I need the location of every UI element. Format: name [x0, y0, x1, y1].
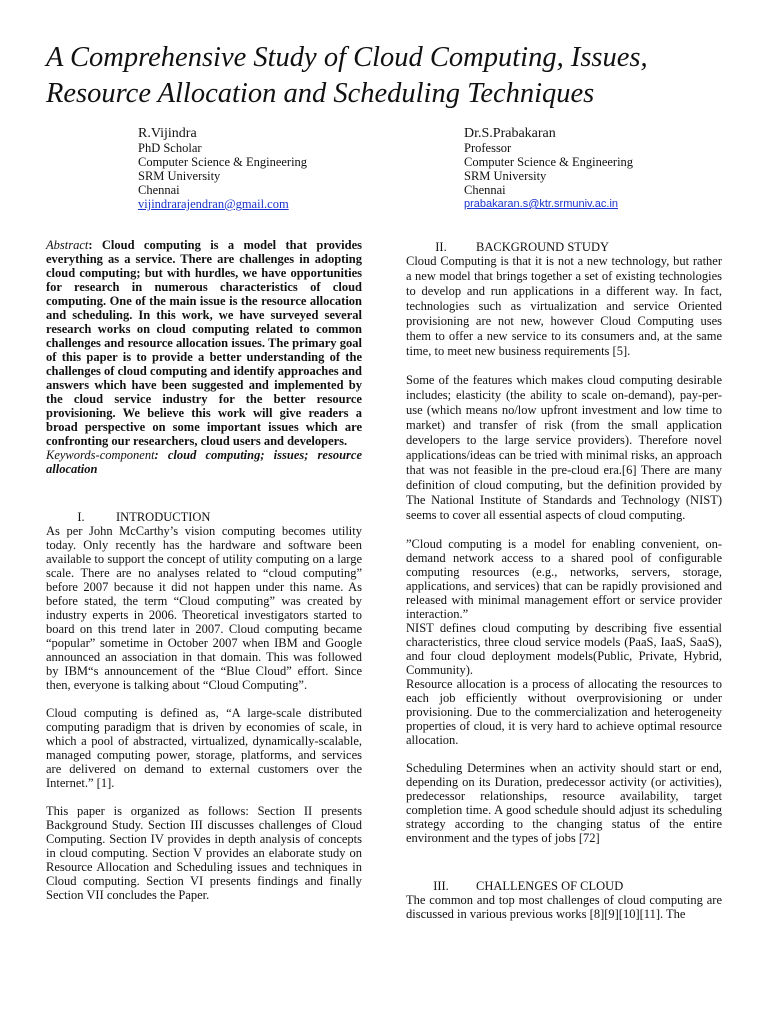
title-line-1: A Comprehensive Study of Cloud Computing, Issues, [46, 42, 648, 73]
section-title: CHALLENGES OF CLOUD [476, 879, 624, 893]
abstract [46, 238, 362, 448]
paragraph: Scheduling Determines when an activity should start or end, depending on its Duration, predecessor activity (or activities), predecessor relationships, resource availability, target completion time. A good schedule should adjust its scheduling strategy according to the changing status of the entire environment and the types of jobs [72] [406, 761, 722, 845]
abstract-label: Abstract [46, 238, 89, 252]
author-email-link[interactable]: prabakaran.s@ktr.srmuniv.ac.in [464, 198, 619, 210]
section-number: III. [433, 879, 449, 893]
paragraph: The common and top most challenges of cloud computing are discussed in various previous works [8][9][10][11]. The [406, 893, 722, 921]
author-dept: Computer Science & Engineering [464, 155, 634, 169]
author-city: Chennai [464, 183, 506, 197]
right-column [406, 240, 722, 921]
author-email-link[interactable]: vijindrarajendran@gmail.com [138, 197, 289, 211]
left-column [46, 238, 362, 902]
section-title: INTRODUCTION [116, 510, 211, 524]
section-number: II. [435, 240, 447, 254]
paragraph: Cloud computing is defined as, “A large-scale distributed computing paradigm that is driven by economies of scale, in which a pool of abstracted, virtualized, dynamically-scalable, managed computing power, storage, platforms, and services are delivered on demand to external customers over the Internet.” [1]. [46, 706, 362, 790]
paragraph: This paper is organized as follows: Section II presents Background Study. Section III discusses challenges of Cloud Computing. Section IV provides in depth analysis of concepts in cloud computing. Section V provides an elaborate study on Resource Allocation and Scheduling issues and techniques in Cloud computing. Section VI presents findings and finally Section VII concludes the Paper. [46, 804, 362, 902]
section-title: BACKGROUND STUDY [476, 240, 609, 254]
author-name: Dr.S.Prabakaran [464, 126, 556, 141]
keywords [46, 448, 362, 476]
abstract-text: : Cloud computing is a model that provides everything as a service. There are challenges in adopting cloud computing; but with hurdles, we have opportunities for research in numerous characteristics of cloud computing. One of the main issue is the resource allocation and scheduling. In this work, we have surveyed several research works on cloud computing related to common challenges and resource allocation issues. The primary goal of this paper is to provide a better understanding of the challenges of cloud computing and identify approaches and answers which have been suggested and implemented by the cloud service industry for the better resource provisioning. We believe this work will give readers a broad perspective on some important issues which are confronting our researchers, cloud users and developers. [46, 238, 362, 448]
paragraph: Resource allocation is a process of allocating the resources to each job efficiently without overprovisioning or under provisioning. Due to the commercialization and heterogeneity properties of cloud, it is very hard to achieve optimal resource allocation. [406, 677, 722, 747]
paragraph: As per John McCarthy’s vision computing becomes utility today. Only recently has the hardware and software been available to support the concept of utility computing on a large scale. There are no analyses related to “cloud computing” before 2007 because it did not happen under this name. As before stated, the term “Cloud computing” was created by industry experts in 2006. Theoretical investigators started to board on this trend later in 2007. Cloud computing became “popular” sometime in October 2007 when IBM and Google announced an association in that domain. This was followed by IBM“s announcement of the “Blue Cloud” effort. Since then, everyone is talking about “Cloud Computing”. [46, 524, 362, 692]
author-role: PhD Scholar [138, 141, 202, 155]
author-city: Chennai [138, 183, 180, 197]
section-number: I. [77, 510, 85, 524]
section-heading-introduction [46, 510, 362, 524]
title-line-2: Resource Allocation and Scheduling Techniques [46, 78, 595, 109]
quote-paragraph: ”Cloud computing is a model for enabling convenient, on-demand network access to a shared pool of configurable computing resources (e.g., networks, servers, storage, applications, and services) that can be rapidly provisioned and released with minimal management effort or service provider interaction.” [406, 537, 722, 621]
section-heading-challenges [406, 879, 722, 893]
author-block-1 [138, 126, 307, 211]
paper-title [46, 40, 736, 112]
keywords-text: : cloud computing; issues; resource allocation [46, 448, 362, 476]
author-university: SRM University [138, 169, 221, 183]
author-dept: Computer Science & Engineering [138, 155, 308, 169]
section-heading-background [406, 240, 722, 254]
author-name: R.Vijindra [138, 126, 197, 141]
author-university: SRM University [464, 169, 547, 183]
keywords-label: Keywords-component [46, 448, 155, 462]
paragraph: Some of the features which makes cloud computing desirable includes; elasticity (the ability to scale on-demand), pay-per-use (which means no/low upfront investment and low time to market) and transfer of risk (from the small application developers to the large service providers). Therefore novel applications/ideas can be tried with minimal risks, an approach that was not feasible in the pre-cloud era.[6] There are many definition of cloud computing, but the definition provided by The National Institute of Standards and Technology (NIST) seems to cover all essential aspects of cloud computing. [406, 373, 722, 522]
paragraph: Cloud Computing is that it is not a new technology, but rather a new model that brings together a set of existing technologies to develop and run applications in a different way. In fact, technologies such as virtualization and service Oriented provisioning are not new, however Cloud Computing uses them to offer a new service to its consumers and, at the same time, to meet new business requirements [5]. [406, 254, 722, 358]
author-role: Professor [464, 141, 512, 155]
paragraph: NIST defines cloud computing by describing five essential characteristics, three cloud service models (PaaS, IaaS, SaaS), and four cloud deployment models(Public, Private, Hybrid, Community). [406, 621, 722, 677]
author-block-2 [464, 126, 633, 211]
